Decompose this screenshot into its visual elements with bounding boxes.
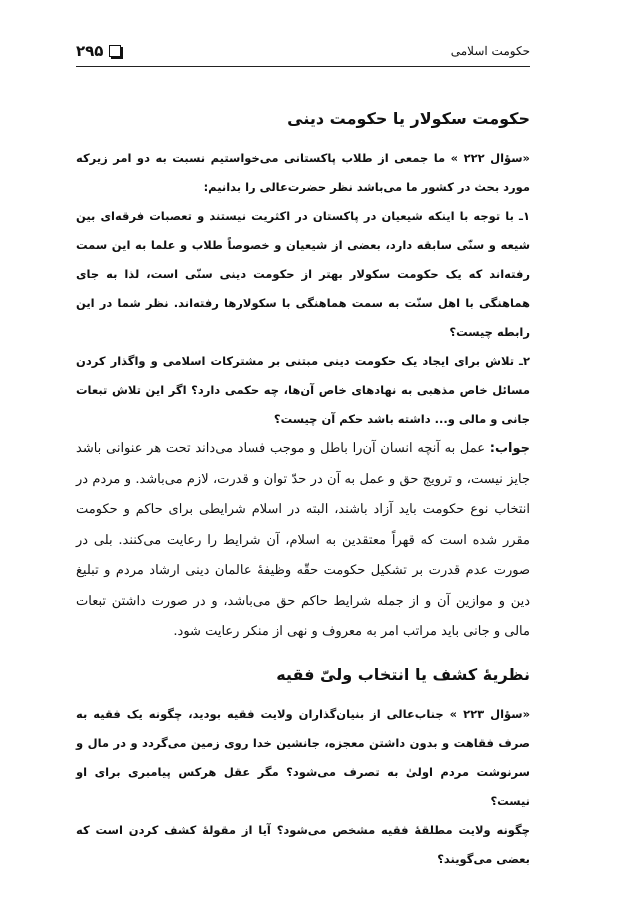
question-222-label: «سؤال ۲۲۲ » <box>450 151 530 165</box>
question-223-text: جناب‌عالی از بنیان‌گذاران ولایت فقیه بودید، چگونه یک فقیه به صرف فقاهت و بدون داشتن معجزه، جانشین خدا روی زمین می‌گردد و در مال و سرنوشت مردم اولیٰ به تصرف می‌شود؟ مگر عقل هرکس پیامبری برای او نیست؟ <box>76 706 530 808</box>
section-spacer <box>76 648 530 662</box>
question-222-item-1: ۱ـ با توجه با اینکه شیعیان در پاکستان در اکثریت نیستند و تعصبات فرقه‌ای بین شیعه و سنّی سابقه دارد، بعضی از شیعیان و خصوصاً طلاب و علما به این سمت رفته‌اند که یک حکومت سکولار بهتر از حکومت دینی سنّی است، لذا به جای هماهنگی با اهل سنّت به سمت هماهنگی با سکولارها رفته‌اند. نظر شما در این رابطه چیست؟ <box>76 209 530 339</box>
square-bullet-icon <box>109 45 121 57</box>
page-content <box>76 106 530 874</box>
answer-label: جواب: <box>489 441 530 456</box>
page-number: ۲۹۵ <box>76 42 104 60</box>
question-223-followup: چگونه ولایت مطلقهٔ فقیه مشخص می‌شود؟ آیا از مقولهٔ کشف کردن است که بعضی می‌گویند؟ <box>76 822 530 866</box>
page-header <box>76 38 530 67</box>
question-222-item-2: ۲ـ تلاش برای ایجاد یک حکومت دینی مبتنی بر مشترکات اسلامی و واگذار کردن مسائل خاص مذهبی به نهادهای خاص آن‌ها، چه حکمی دارد؟ اگر این تلاش تبعات جانی و مالی و... داشته باشد حکم آن چیست؟ <box>76 354 530 426</box>
page-number-group <box>76 42 121 60</box>
answer-222 <box>76 434 530 648</box>
section-title-kashf-or-election: نظریهٔ کشف یا انتخاب ولیّ فقیه <box>276 664 530 684</box>
question-223 <box>76 700 530 816</box>
answer-222-text: عمل به آنچه انسان آن‌را باطل و موجب فساد می‌داند تحت هر عنوانی باشد جایز نیست، و ترویج حق و عمل به آن در حدّ توان و قدرت، لازم می‌باشد. و مردم در انتخاب نوع حکومت باید آزاد باشند، البته در اسلام شرایطی برای حاکم و حکومت مقرر شده است که قهراً معتقدین به اسلام، آن شرایط را رعایت می‌کنند. بلی در صورت عدم قدرت بر تشکیل حکومت حقّه وظیفهٔ عالمان دینی ارشاد مردم و تبلیغ دین و موازین آن و از جمله شرایط حاکم حق می‌باشد، و در صورت داشتن تبعات مالی و جانی باید مراتب امر به معروف و نهی از منکر رعایت شود. <box>76 441 530 639</box>
running-title: حکومت اسلامی <box>450 44 530 58</box>
section-title-secular-or-religious: حکومت سکولار یا حکومت دینی <box>287 109 530 128</box>
question-222-text: ما جمعی از طلاب پاکستانی می‌خواستیم نسبت به دو امر زیرکه مورد بحث در کشور ما می‌باشد نظر حضرت‌عالی را بدانیم: <box>76 151 530 194</box>
question-223-label: «سؤال ۲۲۳ » <box>449 706 530 721</box>
question-222-intro <box>76 144 530 202</box>
